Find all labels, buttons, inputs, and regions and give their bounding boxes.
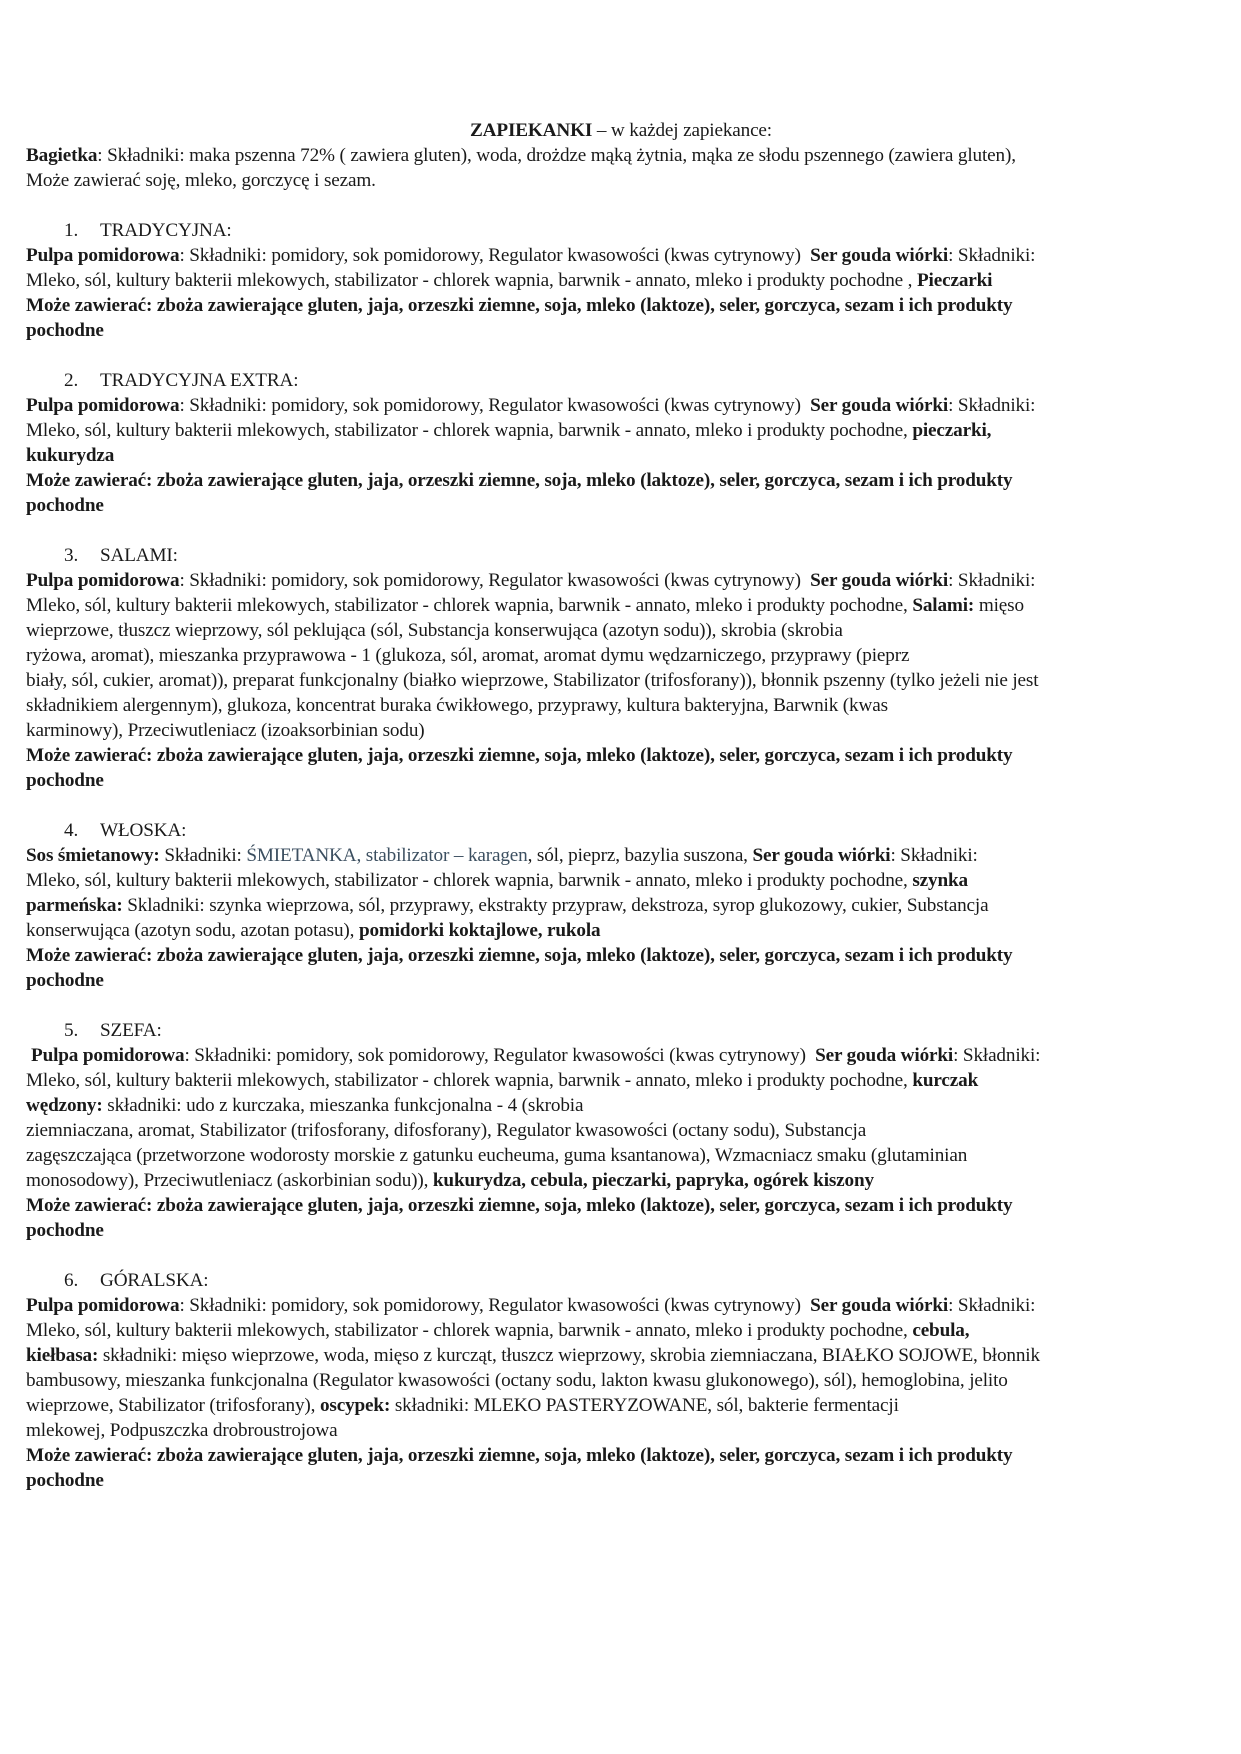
document-page bbox=[26, 118, 1216, 1493]
item-tradycyjna: 1. TRADYCYJNA: Pulpa pomidorowa: Składniki: pomidory, sok pomidorowy, Regulator kwasowości (kwas cytrynowy) Ser gouda wiórki: Składniki: Mleko, sól, kultury bakterii mlekowych, stabilizator - chlorek wapnia, barwnik - annato, mleko i produkty pochodne , Pieczarki Może zawierać: zboża zawierające gluten, jaja, orzeszki ziemne, soja, mleko (laktoze), seler, gorczyca, sezam i ich produkty pochodne bbox=[26, 218, 1216, 343]
item-goralska: 6. GÓRALSKA: Pulpa pomidorowa: Składniki: pomidory, sok pomidorowy, Regulator kwasowości (kwas cytrynowy) Ser gouda wiórki: Składniki: Mleko, sól, kultury bakterii mlekowych, stabilizator - chlorek wapnia, barwnik - annato, mleko i produkty pochodne, cebula, kiełbasa: składniki: mięso wieprzowe, woda, mięso z kurcząt, tłuszcz wieprzowy, skrobia ziemniaczana, BIAŁKO SOJOWE, błonnik bambusowy, mieszanka funkcjonalna (Regulator kwasowości (octany sodu, lakton kwasu glukonowego), sól), hemoglobina, jelito wieprzowe, Stabilizator (trifosforany), oscypek: składniki: MLEKO PASTERYZOWANE, sól, bakterie fermentacji mlekowej, Podpuszczka drobroustrojowa Może zawierać: zboża zawierające gluten, jaja, orzeszki ziemne, soja, mleko (laktoze), seler, gorczyca, sezam i ich produkty pochodne bbox=[26, 1268, 1216, 1493]
allergens: Może zawierać: zboża zawierające gluten, jaja, orzeszki ziemne, soja, mleko (laktoze), seler, gorczyca, sezam i ich produkty bbox=[26, 1195, 1013, 1216]
item-wloska: 4. WŁOSKA: Sos śmietanowy: Składniki: ŚMIETANKA, stabilizator – karagen, sól, pieprz, bazylia suszona, Ser gouda wiórki: Składniki: Mleko, sól, kultury bakterii mlekowych, stabilizator - chlorek wapnia, barwnik - annato, mleko i produkty pochodne, szynka parmeńska: Skladniki: szynka wieprzowa, sól, przyprawy, ekstrakty przypraw, dekstroza, syrop glukozowy, cukier, Substancja konserwująca (azotyn sodu, azotan potasu), pomidorki koktajlowe, rukola Może zawierać: zboża zawierające gluten, jaja, orzeszki ziemne, soja, mleko (laktoze), seler, gorczyca, sezam i ich produkty pochodne bbox=[26, 818, 1216, 993]
item-salami: 3. SALAMI: Pulpa pomidorowa: Składniki: pomidory, sok pomidorowy, Regulator kwasowości (kwas cytrynowy) Ser gouda wiórki: Składniki: Mleko, sól, kultury bakterii mlekowych, stabilizator - chlorek wapnia, barwnik - annato, mleko i produkty pochodne, Salami: mięso wieprzowe, tłuszcz wieprzowy, sól peklująca (sól, Substancja konserwująca (azotyn sodu)), skrobia (skrobia ryżowa, aromat), mieszanka przyprawowa - 1 (glukoza, sól, aromat, aromat dymu wędzarniczego, przyprawy (pieprz biały, sól, cukier, aromat)), preparat funkcjonalny (białko wieprzowe, Stabilizator (trifosforany)), błonnik pszenny (tylko jeżeli nie jest składnikiem alergennym), glukoza, koncentrat buraka ćwikłowego, przyprawy, kultura bakteryjna, Barwnik (kwas karminowy), Przeciwutleniacz (izoaksorbinian sodu) Może zawierać: zboża zawierające gluten, jaja, orzeszki ziemne, soja, mleko (laktoze), seler, gorczyca, sezam i ich produkty pochodne bbox=[26, 543, 1216, 793]
item-ingredients: Pulpa pomidorowa: Składniki: pomidory, sok pomidorowy, Regulator kwasowości (kwas cytrynowy) Ser gouda wiórki: Składniki: bbox=[26, 395, 1036, 416]
item-heading: 3. SALAMI: bbox=[64, 545, 178, 566]
item-szefa: 5. SZEFA: Pulpa pomidorowa: Składniki: pomidory, sok pomidorowy, Regulator kwasowości (kwas cytrynowy) Ser gouda wiórki: Składniki: Mleko, sól, kultury bakterii mlekowych, stabilizator - chlorek wapnia, barwnik - annato, mleko i produkty pochodne, kurczak wędzony: składniki: udo z kurczaka, mieszanka funkcjonalna - 4 (skrobia ziemniaczana, aromat, Stabilizator (trifosforany, difosforany), Regulator kwasowości (octany sodu), Substancja zagęszczająca (przetworzone wodorosty morskie z gatunku eucheuma, guma ksantanowa), Wzmacniacz smaku (glutaminian monosodowy), Przeciwutleniacz (askorbinian sodu)), kukurydza, cebula, pieczarki, papryka, ogórek kiszony Może zawierać: zboża zawierające gluten, jaja, orzeszki ziemne, soja, mleko (laktoze), seler, gorczyca, sezam i ich produkty pochodne bbox=[26, 1018, 1216, 1243]
item-ingredients: Pulpa pomidorowa: Składniki: pomidory, sok pomidorowy, Regulator kwasowości (kwas cytrynowy) Ser gouda wiórki: Składniki: bbox=[26, 245, 1036, 266]
allergens: Może zawierać: zboża zawierające gluten, jaja, orzeszki ziemne, soja, mleko (laktoze), seler, gorczyca, sezam i ich produkty bbox=[26, 295, 1013, 316]
document-title: ZAPIEKANKI – w każdej zapiekance: bbox=[470, 120, 772, 141]
item-heading: 6. GÓRALSKA: bbox=[64, 1270, 209, 1291]
allergens: Może zawierać: zboża zawierające gluten, jaja, orzeszki ziemne, soja, mleko (laktoze), seler, gorczyca, sezam i ich produkty bbox=[26, 1445, 1013, 1466]
item-ingredients: Sos śmietanowy: Składniki: ŚMIETANKA, stabilizator – karagen, sól, pieprz, bazylia suszona, Ser gouda wiórki: Składniki: bbox=[26, 845, 978, 866]
allergens: Może zawierać: zboża zawierające gluten, jaja, orzeszki ziemne, soja, mleko (laktoze), seler, gorczyca, sezam i ich produkty bbox=[26, 945, 1013, 966]
bagietka-paragraph: Bagietka: Składniki: maka pszenna 72% ( zawiera gluten), woda, drożdze mąką żytnia, mąka ze słodu pszennego (zawiera gluten), bbox=[26, 145, 1016, 166]
item-ingredients: Pulpa pomidorowa: Składniki: pomidory, sok pomidorowy, Regulator kwasowości (kwas cytrynowy) Ser gouda wiórki: Składniki: bbox=[26, 570, 1036, 591]
item-heading: 1. TRADYCYJNA: bbox=[64, 220, 232, 241]
item-tradycyjna-extra: 2. TRADYCYJNA EXTRA: Pulpa pomidorowa: Składniki: pomidory, sok pomidorowy, Regulator kwasowości (kwas cytrynowy) Ser gouda wiórki: Składniki: Mleko, sól, kultury bakterii mlekowych, stabilizator - chlorek wapnia, barwnik - annato, mleko i produkty pochodne, pieczarki, kukurydza Może zawierać: zboża zawierające gluten, jaja, orzeszki ziemne, soja, mleko (laktoze), seler, gorczyca, sezam i ich produkty pochodne bbox=[26, 368, 1216, 518]
item-heading: 4. WŁOSKA: bbox=[64, 820, 187, 841]
bagietka-line2: Może zawierać soję, mleko, gorczycę i sezam. bbox=[26, 170, 376, 191]
allergens: Może zawierać: zboża zawierające gluten, jaja, orzeszki ziemne, soja, mleko (laktoze), seler, gorczyca, sezam i ich produkty bbox=[26, 470, 1013, 491]
allergens: Może zawierać: zboża zawierające gluten, jaja, orzeszki ziemne, soja, mleko (laktoze), seler, gorczyca, sezam i ich produkty bbox=[26, 745, 1013, 766]
item-heading: 2. TRADYCYJNA EXTRA: bbox=[64, 370, 299, 391]
item-ingredients: Pulpa pomidorowa: Składniki: pomidory, sok pomidorowy, Regulator kwasowości (kwas cytrynowy) Ser gouda wiórki: Składniki: bbox=[26, 1295, 1036, 1316]
item-ingredients: Pulpa pomidorowa: Składniki: pomidory, sok pomidorowy, Regulator kwasowości (kwas cytrynowy) Ser gouda wiórki: Składniki: bbox=[31, 1045, 1041, 1066]
item-heading: 5. SZEFA: bbox=[64, 1020, 162, 1041]
